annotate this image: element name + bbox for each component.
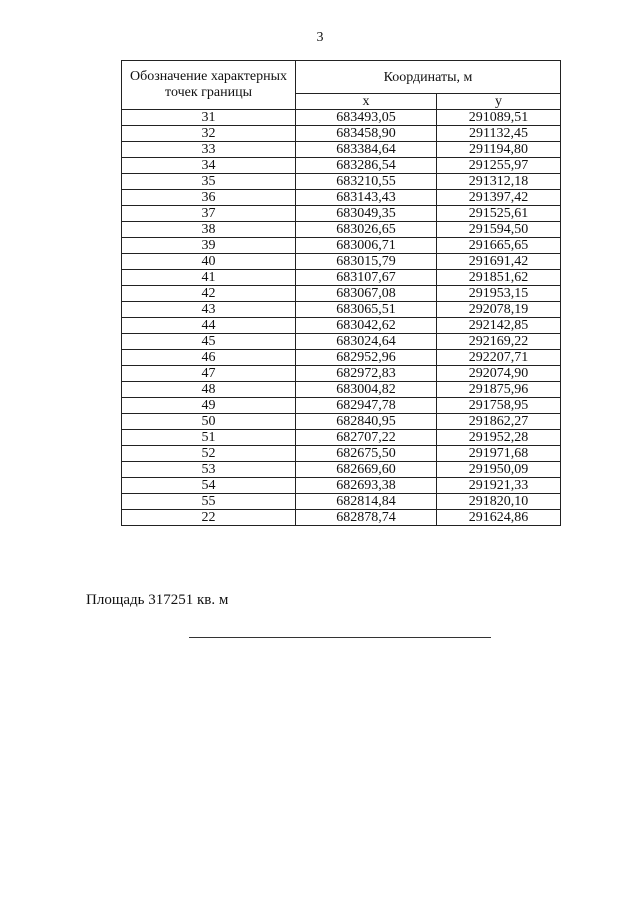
y-cell: 291665,65 bbox=[437, 238, 561, 254]
point-cell: 42 bbox=[122, 286, 296, 302]
table-row bbox=[122, 478, 561, 494]
x-cell: 683015,79 bbox=[296, 254, 437, 270]
x-cell: 683107,67 bbox=[296, 270, 437, 286]
table-row bbox=[122, 334, 561, 350]
table-row bbox=[122, 158, 561, 174]
table-row bbox=[122, 494, 561, 510]
table-row bbox=[122, 190, 561, 206]
table-row bbox=[122, 238, 561, 254]
point-cell: 36 bbox=[122, 190, 296, 206]
x-cell: 683286,54 bbox=[296, 158, 437, 174]
point-cell: 54 bbox=[122, 478, 296, 494]
point-cell: 35 bbox=[122, 174, 296, 190]
point-cell: 39 bbox=[122, 238, 296, 254]
point-cell: 55 bbox=[122, 494, 296, 510]
header-point-designation: Обозначение характерных точек границы bbox=[122, 61, 296, 110]
y-cell: 292207,71 bbox=[437, 350, 561, 366]
table-row bbox=[122, 446, 561, 462]
table-row bbox=[122, 110, 561, 126]
x-cell: 682707,22 bbox=[296, 430, 437, 446]
table-row bbox=[122, 286, 561, 302]
point-cell: 52 bbox=[122, 446, 296, 462]
x-cell: 682947,78 bbox=[296, 398, 437, 414]
y-cell: 291397,42 bbox=[437, 190, 561, 206]
point-cell: 41 bbox=[122, 270, 296, 286]
y-cell: 292074,90 bbox=[437, 366, 561, 382]
point-cell: 51 bbox=[122, 430, 296, 446]
x-cell: 683049,35 bbox=[296, 206, 437, 222]
y-cell: 291971,68 bbox=[437, 446, 561, 462]
point-cell: 43 bbox=[122, 302, 296, 318]
table-row bbox=[122, 462, 561, 478]
y-cell: 291525,61 bbox=[437, 206, 561, 222]
y-cell: 291921,33 bbox=[437, 478, 561, 494]
point-cell: 33 bbox=[122, 142, 296, 158]
x-cell: 683493,05 bbox=[296, 110, 437, 126]
x-cell: 682675,50 bbox=[296, 446, 437, 462]
x-cell: 683026,65 bbox=[296, 222, 437, 238]
table-row bbox=[122, 430, 561, 446]
point-cell: 34 bbox=[122, 158, 296, 174]
table-row bbox=[122, 126, 561, 142]
table-row bbox=[122, 302, 561, 318]
table-row bbox=[122, 382, 561, 398]
y-cell: 291758,95 bbox=[437, 398, 561, 414]
table-row bbox=[122, 142, 561, 158]
point-cell: 44 bbox=[122, 318, 296, 334]
x-cell: 682840,95 bbox=[296, 414, 437, 430]
y-cell: 291953,15 bbox=[437, 286, 561, 302]
x-cell: 682878,74 bbox=[296, 510, 437, 526]
y-cell: 292169,22 bbox=[437, 334, 561, 350]
table-row bbox=[122, 366, 561, 382]
y-cell: 291875,96 bbox=[437, 382, 561, 398]
point-cell: 50 bbox=[122, 414, 296, 430]
y-cell: 291132,45 bbox=[437, 126, 561, 142]
x-cell: 683024,64 bbox=[296, 334, 437, 350]
x-cell: 683143,43 bbox=[296, 190, 437, 206]
y-cell: 291255,97 bbox=[437, 158, 561, 174]
header-y: y bbox=[437, 94, 561, 110]
point-cell: 31 bbox=[122, 110, 296, 126]
x-cell: 682669,60 bbox=[296, 462, 437, 478]
y-cell: 291089,51 bbox=[437, 110, 561, 126]
x-cell: 683384,64 bbox=[296, 142, 437, 158]
point-cell: 40 bbox=[122, 254, 296, 270]
table-row bbox=[122, 318, 561, 334]
table-row bbox=[122, 206, 561, 222]
coordinates-table bbox=[121, 60, 561, 526]
point-cell: 32 bbox=[122, 126, 296, 142]
x-cell: 683065,51 bbox=[296, 302, 437, 318]
x-cell: 683458,90 bbox=[296, 126, 437, 142]
x-cell: 682972,83 bbox=[296, 366, 437, 382]
y-cell: 291950,09 bbox=[437, 462, 561, 478]
table-row bbox=[122, 174, 561, 190]
area-text: Площадь 317251 кв. м bbox=[86, 592, 229, 608]
y-cell: 292142,85 bbox=[437, 318, 561, 334]
x-cell: 683210,55 bbox=[296, 174, 437, 190]
table-row bbox=[122, 270, 561, 286]
point-cell: 48 bbox=[122, 382, 296, 398]
x-cell: 682952,96 bbox=[296, 350, 437, 366]
y-cell: 291952,28 bbox=[437, 430, 561, 446]
table-row bbox=[122, 350, 561, 366]
point-cell: 22 bbox=[122, 510, 296, 526]
point-cell: 38 bbox=[122, 222, 296, 238]
horizontal-rule bbox=[189, 637, 491, 638]
table-row bbox=[122, 414, 561, 430]
x-cell: 683067,08 bbox=[296, 286, 437, 302]
table-row bbox=[122, 254, 561, 270]
y-cell: 291312,18 bbox=[437, 174, 561, 190]
point-cell: 45 bbox=[122, 334, 296, 350]
x-cell: 683006,71 bbox=[296, 238, 437, 254]
x-cell: 682693,38 bbox=[296, 478, 437, 494]
y-cell: 291691,42 bbox=[437, 254, 561, 270]
y-cell: 291862,27 bbox=[437, 414, 561, 430]
point-cell: 49 bbox=[122, 398, 296, 414]
y-cell: 291624,86 bbox=[437, 510, 561, 526]
table-row bbox=[122, 510, 561, 526]
y-cell: 292078,19 bbox=[437, 302, 561, 318]
x-cell: 682814,84 bbox=[296, 494, 437, 510]
point-cell: 37 bbox=[122, 206, 296, 222]
header-coordinates: Координаты, м bbox=[296, 61, 561, 94]
table-row bbox=[122, 398, 561, 414]
header-x: x bbox=[296, 94, 437, 110]
page-number: 3 bbox=[316, 30, 324, 45]
x-cell: 683004,82 bbox=[296, 382, 437, 398]
table-body bbox=[122, 110, 561, 526]
table-row bbox=[122, 222, 561, 238]
x-cell: 683042,62 bbox=[296, 318, 437, 334]
point-cell: 53 bbox=[122, 462, 296, 478]
y-cell: 291594,50 bbox=[437, 222, 561, 238]
point-cell: 47 bbox=[122, 366, 296, 382]
point-cell: 46 bbox=[122, 350, 296, 366]
y-cell: 291851,62 bbox=[437, 270, 561, 286]
y-cell: 291194,80 bbox=[437, 142, 561, 158]
y-cell: 291820,10 bbox=[437, 494, 561, 510]
